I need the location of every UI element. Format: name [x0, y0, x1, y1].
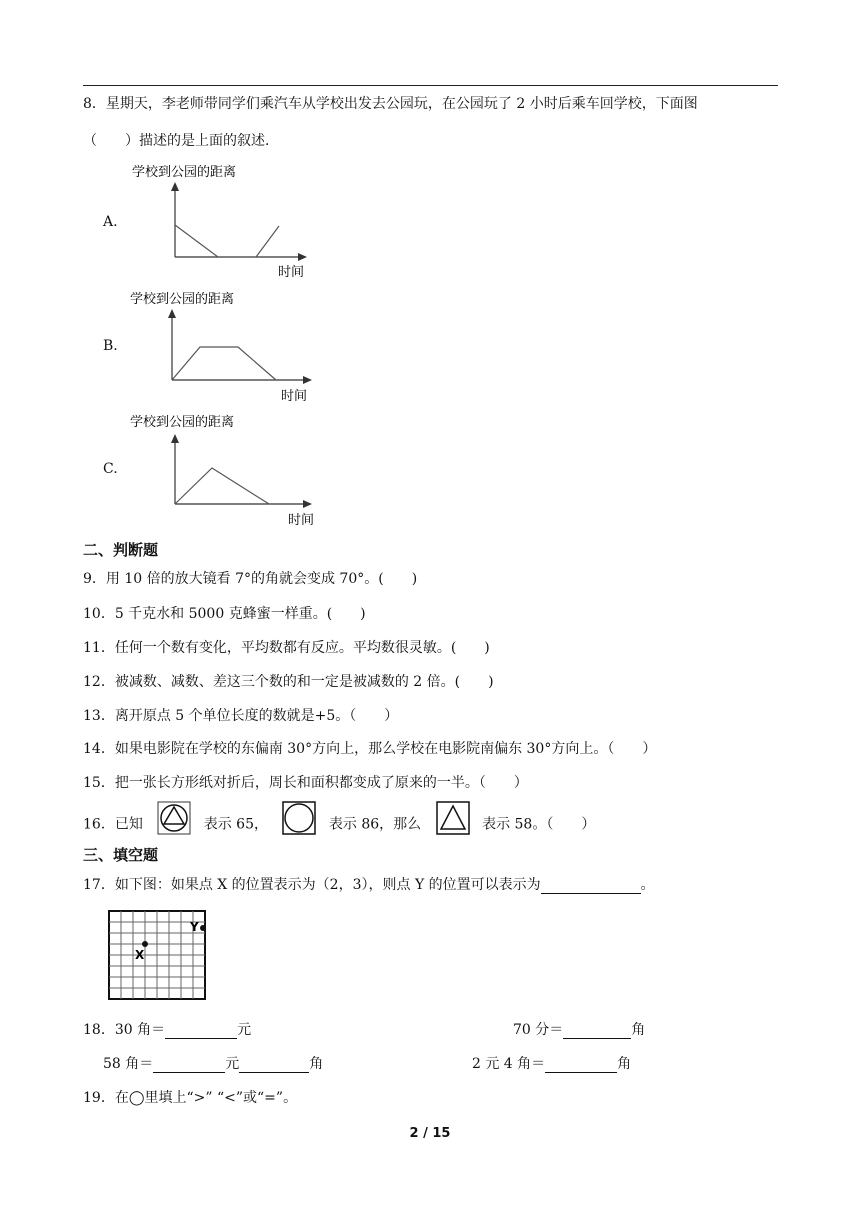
q8-option-a-graph — [128, 160, 318, 285]
q18-c-post: 角 — [309, 1056, 324, 1072]
section-judge-title: 二、判断题 — [83, 541, 159, 559]
q11: 11．任何一个数有变化，平均数都有反应。平均数很灵敏。( ) — [83, 640, 490, 656]
graph-b-xlabel: 时间 — [281, 389, 308, 404]
q16-part2: 表示 86，那么 — [328, 816, 422, 833]
q9: 9．用 10 倍的放大镜看 7°的角就会变成 70°。( ) — [83, 571, 418, 587]
label-y: Y — [190, 920, 199, 934]
q8-option-b-label: B. — [103, 338, 118, 354]
header-rule — [83, 85, 778, 86]
q8-stem-line1: 8．星期天，李老师带同学们乘汽车从学校出发去公园玩，在公园玩了 2 小时后乘车回学校，下面图 — [83, 96, 698, 112]
q18-a-pre: 18．30 角＝ — [83, 1022, 166, 1038]
q10: 10．5 千克水和 5000 克蜂蜜一样重。( ) — [83, 606, 366, 622]
section-fill-title: 三、填空题 — [83, 846, 159, 864]
q18-c — [103, 1053, 323, 1073]
q18-b-post: 角 — [631, 1022, 646, 1038]
q15: 15．把一张长方形纸对折后，周长和面积都变成了原来的一半。（ ） — [83, 775, 528, 791]
graph-b-ylabel: 学校到公园的距离 — [130, 292, 235, 307]
triangle-in-circle-icon — [157, 801, 191, 848]
q16-part1: 表示 65， — [203, 816, 268, 833]
q17 — [83, 874, 655, 894]
q17-answer-blank[interactable] — [541, 879, 641, 894]
q18-b-pre: 70 分＝ — [513, 1022, 564, 1038]
q8-option-b-graph — [126, 287, 321, 410]
q19: 19．在◯里填上“>” “<”或“=”。 — [83, 1090, 298, 1106]
q18-c-pre: 58 角＝ — [103, 1056, 154, 1072]
q8-stem-line2: （ ）描述的是上面的叙述． — [83, 133, 279, 149]
q12: 12．被减数、减数、差这三个数的和一定是被减数的 2 倍。( ) — [83, 674, 494, 690]
q8-option-a-label: A. — [103, 214, 118, 230]
q13: 13．离开原点 5 个单位长度的数就是+5。（ ） — [83, 708, 399, 724]
q18-a — [83, 1019, 251, 1039]
label-x: X — [135, 948, 145, 962]
q8-option-c-graph — [126, 410, 321, 532]
q8-option-c-label: C. — [103, 461, 118, 477]
q18-c-mid: 元 — [225, 1056, 240, 1072]
q17-text: 17．如下图：如果点 X 的位置表示为（2，3），则点 Y 的位置可以表示为 — [83, 877, 541, 893]
point-y — [200, 925, 206, 931]
q18-d-post: 角 — [617, 1056, 632, 1072]
page-number: 2 / 15 — [409, 1126, 451, 1141]
triangle-in-square-icon — [436, 801, 470, 848]
q16 — [83, 801, 595, 848]
q18-d — [472, 1053, 631, 1073]
point-x — [142, 941, 148, 947]
q18-c-blank1[interactable] — [153, 1058, 225, 1073]
q18-a-post: 元 — [237, 1022, 252, 1038]
q18-b — [513, 1019, 645, 1039]
graph-a-ylabel: 学校到公园的距离 — [132, 165, 237, 180]
graph-a-xlabel: 时间 — [278, 265, 305, 280]
q17-end: 。 — [640, 877, 655, 893]
graph-c-xlabel: 时间 — [288, 513, 315, 528]
q18-a-blank[interactable] — [165, 1024, 237, 1039]
q17-grid — [108, 910, 208, 1002]
q18-d-blank[interactable] — [545, 1058, 617, 1073]
q18-b-blank[interactable] — [563, 1024, 631, 1039]
q18-d-pre: 2 元 4 角＝ — [472, 1056, 546, 1072]
q16-part3: 表示 58。（ ） — [482, 816, 596, 833]
graph-c-ylabel: 学校到公园的距离 — [130, 415, 235, 430]
q16-prefix: 16．已知 — [83, 816, 143, 833]
circle-in-square-icon — [282, 801, 316, 848]
q18-c-blank2[interactable] — [239, 1058, 309, 1073]
q14: 14．如果电影院在学校的东偏南 30°方向上，那么学校在电影院南偏东 30°方向上。（ ） — [83, 741, 657, 757]
